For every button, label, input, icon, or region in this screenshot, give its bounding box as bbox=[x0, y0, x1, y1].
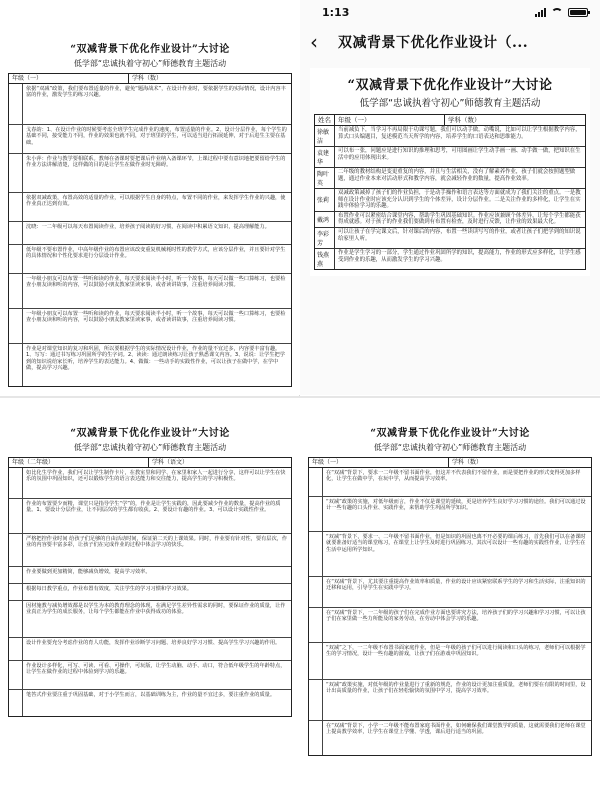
row-marker bbox=[9, 584, 23, 600]
row-text: 一年级小朋友可以布置一些听和读的作业，每天要求阅读半小时，听一个故事，每天可以做一些口算练习，也要检查小朋友读和听的内容，可以鼓励小朋友教家里读家事，或者读讲故事，注重培养阅读习惯。 bbox=[26, 276, 286, 289]
nav-bar bbox=[300, 24, 600, 60]
table-row bbox=[315, 168, 585, 189]
teacher-name: 李彩芳 bbox=[315, 228, 335, 248]
table-row bbox=[9, 125, 291, 154]
row-marker bbox=[9, 274, 23, 308]
table-row bbox=[9, 344, 291, 386]
row-text: 设计作业要充分考虑作业的育人功能，发挥作业诊断学习问题、培养良好学习习惯、提高学生学习兴趣的作用。 bbox=[26, 640, 281, 646]
row-marker bbox=[9, 245, 23, 273]
table-row bbox=[9, 222, 291, 245]
document-page-2 bbox=[0, 398, 300, 794]
table-row bbox=[9, 468, 291, 499]
teacher-name: 钱燕燕 bbox=[315, 249, 335, 269]
opinion-text: 可以布一张，问题应是进行知识的推理和思考，可用图画让学生动手画一画、动手做一做，把知识在生活中的应用体现出来。 bbox=[338, 148, 581, 161]
discussion-table bbox=[8, 73, 292, 387]
battery-icon bbox=[568, 8, 588, 17]
phone-doc-title: “双减背景下优化作业设计”大讨论 bbox=[347, 78, 553, 93]
row-text: 如比化生学作业，我们可以让学生制作卡片，在教室里和同学、在家里和家人一起进行分享，这样可以让学生在快乐的氛围中巩固知识，还可以锻炼学生的语言表达能力和交往能力，提高学生的学习积极性。 bbox=[26, 470, 286, 483]
page-title-3: “双减背景下优化作业设计”大讨论 bbox=[370, 428, 530, 439]
table-row bbox=[9, 584, 291, 601]
row-marker bbox=[9, 601, 23, 637]
opinion-text: 可以让孩子在学完课文后，针对课后的内容，布置一些读读写写的作业，或者让孩子们把学到的知识说给家里人听。 bbox=[338, 228, 581, 242]
row-text: 在“双减”背景下，要求一二年级不留书面作业，但这并不代表我们不留作业，而是要把作业的形式变得更加多样化，让学生在做中学，在玩中学，从而提高学习效率。 bbox=[326, 470, 581, 483]
table-row bbox=[309, 643, 591, 680]
row-text: “双减”背景下，要求一、二年级不留书面作业，但是知识的巩固也离不开必要的课后练习，首先我们可以在备课时就要准备好适当的课堂练习，在课堂上让学生及时进行巩固练习，其次可以设计一些有趣的实践性作业，让学生在生活中运用所学知识。 bbox=[326, 534, 586, 553]
opinion-text: 布置作业可以紧密结合课堂内容，帮助学生巩固基础知识。作业应该兼顾个体差异，让每个学生都能获得成就感。对于孩子的作业我们要做到有布置有检查，及时进行反馈，让作业的效果最大化。 bbox=[338, 212, 581, 226]
document-view[interactable] bbox=[310, 68, 590, 276]
page-title: “双减背景下优化作业设计”大讨论 bbox=[70, 44, 230, 55]
row-text: “双减”政策的实施，对低年级而言，作业不仅是课堂的延续，更是培养学生良好学习习惯的途径。我们可以通过设计一些有趣的口头作业、实践作业，来帮助学生巩固所学知识。 bbox=[326, 499, 586, 512]
row-marker bbox=[9, 468, 23, 498]
clock: 1:13 bbox=[322, 5, 350, 19]
table-header-2 bbox=[9, 458, 291, 468]
row-text: 因材施教与减负增效都是以学生为本的教育理念的体现，在满足学生差异性需求的同时，要保证作业的质量，让作业真正为学生的成长服务，让每个学生都能在作业中获得成功的体验。 bbox=[26, 603, 286, 616]
table-row bbox=[9, 245, 291, 274]
row-marker bbox=[9, 534, 23, 566]
row-text: 低年级不要布置作业，中高年级作业的布置应该改变重复机械耗时性的教学方式，应该分层作业，并且要针对学生的具体情况和个性化要求进行分层设计作业。 bbox=[26, 247, 286, 260]
table-row bbox=[315, 228, 585, 249]
table-row bbox=[9, 154, 291, 193]
phone-doc-subtitle: 低学部“忠诚执着守初心”师德教育主题活动 bbox=[359, 98, 541, 109]
row-marker bbox=[9, 638, 23, 660]
row-marker bbox=[309, 532, 323, 576]
table-row bbox=[315, 126, 585, 147]
teacher-name: 张莉 bbox=[315, 189, 335, 211]
row-text: 一年级小朋友可以布置一些听和读的作业，每天要求阅读半小时，听一个故事，每天可以做一些口算练习，也要检查小朋友读和听的内容，可以鼓励小朋友教家里读家事，或者读讲故事，注重培养阅读习惯。 bbox=[26, 311, 286, 324]
table-header bbox=[9, 74, 291, 84]
row-marker bbox=[9, 344, 23, 386]
teacher-name: 陶叶英 bbox=[315, 168, 335, 188]
table-row bbox=[315, 249, 585, 269]
page-subtitle: 低学部“忠诚执着守初心”师德教育主题活动 bbox=[73, 59, 227, 68]
status-bar bbox=[300, 0, 600, 24]
table-header-3 bbox=[309, 458, 591, 468]
table-row bbox=[309, 680, 591, 721]
opinion-text: 二年级的教材结构是变更重复的内容，并且与生活相关，没有了解素养作业，孩子们就会按照题型做题，通过作业本来对活动形式和教学内容，就会减轻作业的数量，提高作业效率。 bbox=[338, 169, 576, 182]
row-text: 戈春韵：1、在设计作业的时候要考虑全班学生完成作业的速度，布置适量的作业。2、设计分层作业，每个学生的基础不同，接受能力不同，作业的效果也就不同，对于班里的学生，可以适当进行拓展延伸，对于后进生主要在基础。 bbox=[26, 127, 287, 146]
signal-icon bbox=[535, 8, 546, 17]
row-marker bbox=[309, 468, 323, 496]
phone-grade-label: 年级（一） bbox=[335, 115, 445, 125]
table-row bbox=[309, 577, 591, 608]
phone-table-header: 姓名 年级（一） 学科（数） bbox=[315, 115, 585, 126]
row-marker bbox=[9, 193, 23, 221]
grade-label: 年级（一） bbox=[9, 74, 129, 83]
row-text: 作业的布置要少而精，课堂只是指导学生“学”的，作业是让学生实践的，因此要减少作业的数量，提高作业的质量。1、要设计分层作业，让不同层次的学生都有收获。2、要设计有趣的作业。3、可以设计实践性作业。 bbox=[26, 501, 281, 514]
subject-label: 学科（数） bbox=[132, 75, 163, 82]
table-row bbox=[9, 274, 291, 309]
row-text: “双减”之下，一二年级不布置书面家庭作业，但是一年级的孩子们可以进行阅读和口头的练习，老师们可以根据学生的学习情况，设计一些有趣的游戏，让孩子们在游戏中巩固知识。 bbox=[326, 645, 586, 658]
row-marker bbox=[309, 497, 323, 531]
phone-screenshot bbox=[300, 0, 600, 395]
row-text: 在“双减”背景下，尤其要注重提高作业效率和质量，作业的设计应该紧密联系学生的学习和生活实际，注重知识的迁移和运用，引导学生在实践中学习。 bbox=[326, 579, 586, 592]
row-marker bbox=[9, 154, 23, 192]
back-icon[interactable]: ‹ bbox=[310, 30, 318, 54]
row-text: 笔答式作业要注重于巩固基础，对于小学生而言，以基础训练为主，作业的量不宜过多，要注重作业的质量。 bbox=[26, 692, 276, 698]
row-text: 严格把控作业时间 给孩子们足够的自由活动时间，保证第二天的上课效果。同时，作业要有针对性，要有层次，作业的内容要丰富多彩，让孩子们在完成作业的过程中体会学习的快乐。 bbox=[26, 536, 288, 549]
table-row bbox=[309, 468, 591, 497]
table-row bbox=[9, 601, 291, 638]
table-row bbox=[315, 189, 585, 212]
teacher-name: 徐敏洁 bbox=[315, 126, 335, 146]
row-text: 根据每日教学重点，作业布置有效度，关注学生的学习习惯和学习效果。 bbox=[26, 586, 193, 592]
table-row bbox=[9, 661, 291, 690]
table-row bbox=[9, 638, 291, 661]
table-row bbox=[9, 84, 291, 125]
row-marker bbox=[9, 222, 23, 244]
wifi-icon bbox=[551, 8, 563, 17]
document-page-3 bbox=[300, 398, 600, 794]
row-marker bbox=[9, 309, 23, 343]
table-row bbox=[309, 721, 591, 755]
row-text: “双减”政策实施，对低年级的作业量进行了重新的规范，作业的设计更加注重质量，老师们要在有限的时间里，设计出高质量的作业，让孩子们在轻松愉快的氛围中学习，提高学习效率。 bbox=[326, 682, 586, 695]
page-title-2: “双减背景下优化作业设计”大讨论 bbox=[70, 428, 230, 439]
discussion-table-2 bbox=[8, 457, 292, 717]
row-marker bbox=[309, 680, 323, 720]
teacher-name: 戴鸿 bbox=[315, 212, 335, 227]
row-marker bbox=[309, 643, 323, 679]
row-marker bbox=[309, 577, 323, 607]
row-text: 沈晓：一二年级可以每天布置阅读作业，培养孩子阅读的好习惯，在阅读中积累语文知识，提高理解能力。 bbox=[26, 224, 270, 230]
row-text: 在“双减”背景下，小学一二年级不能布置家庭书面作业，如何确保我们课堂教学的质量，这就需要我们老师在课堂上提高教学效率，让学生在课堂上学懂、学透，课后进行适当的巩固。 bbox=[326, 723, 586, 736]
grade-label-3: 年级（一） bbox=[309, 458, 449, 467]
teacher-name: 袁建华 bbox=[315, 147, 335, 167]
table-row bbox=[315, 212, 585, 228]
row-text: 作业是对课堂知识的复习和巩固，所以要根据学生的实际情况设计作业，作业的量不宜过多，内容要丰富有趣。1、写写：通过书写练习巩固所学的生字词。2、读读：通过朗读练习让孩子熟悉课文内容。3、说说：让学生把学到的知识说给家长听，培养学生的表达能力。4、做做：一些动手的实践性作业，可以让孩子在做中学，在学中做，提高学习兴趣。 bbox=[26, 346, 285, 372]
row-marker bbox=[9, 499, 23, 533]
row-marker bbox=[9, 84, 23, 124]
discussion-table-3 bbox=[308, 457, 592, 756]
opinion-text: 双减政策减掉了孩子们的作业负担，于是动手操作和语言表达等方面就成为了我们关注的重点。一是教师在设计作业时应该充分认识到学生的个体差异，设计分层作业。二是关注作业的多样化，让学生在实践中体验学习的乐趣。 bbox=[338, 190, 581, 210]
table-row bbox=[9, 690, 291, 716]
row-text: 朱小萍：作业与教学要相联系。教师在备课时要把课后作业纳入备课环节，上课过程中要有意识地把要留给学生的作业方法讲解清楚，这样做的目的是让学生在做作业时无障碍。 bbox=[26, 156, 286, 169]
row-text: 依据双减政策，布置高效的适量的作业，可以根据学生自身的特点，布置不同的作业，来发挥学生作业的兴趣，使作业真正达到有效。 bbox=[26, 195, 286, 208]
table-row bbox=[9, 193, 291, 222]
row-marker bbox=[9, 661, 23, 689]
page-subtitle-3: 低学部“忠诚执着守初心”师德教育主题活动 bbox=[373, 443, 527, 452]
table-row bbox=[309, 532, 591, 577]
table-row bbox=[9, 534, 291, 567]
row-text: 在“双减”背景下，一二年级的孩子们在完成作业方面也要讲究方法，培养孩子们的学习兴趣和学习习惯，可以让孩子们在家里做一些力所能及的家务劳动，在劳动中体会学习的乐趣。 bbox=[326, 610, 586, 623]
subject-label-2: 学科（语文） bbox=[152, 459, 189, 466]
document-page-1 bbox=[0, 0, 300, 395]
grade-label-2: 年级（二年级） bbox=[9, 458, 149, 467]
table-row bbox=[315, 147, 585, 168]
opinion-text: 当前减负下，当学习不再局限于功课写题，我们可以动手做，动嘴说，比如可以让学生根据教学内容，算式口头编题目，复述模范当天所学的内容，培养学生的口语表达和思维能力。 bbox=[338, 127, 581, 140]
table-row bbox=[9, 499, 291, 534]
row-text: 作业要做到更加精简，能够减负增效，提高学习效率。 bbox=[26, 569, 151, 575]
phone-discussion-table bbox=[314, 114, 586, 270]
table-row bbox=[9, 567, 291, 584]
row-marker bbox=[309, 721, 323, 755]
row-marker bbox=[9, 567, 23, 583]
row-marker bbox=[309, 608, 323, 642]
row-text: 作业设计多样化，可写、可读、可看、可操作，可玩版，让学生动脑、动手、动口，符合低年级学生的年龄特点，让学生在做作业的过程中体验到学习的乐趣。 bbox=[26, 663, 286, 676]
table-row bbox=[309, 497, 591, 532]
row-text: 依据“双减”政策，我们要布置适量的作业，避免“题海战术”，在设计作业时，要依据学生的实际情况，设计内容丰富的作业，激发学生的练习兴趣。 bbox=[26, 86, 286, 99]
phone-subject-label: 学科（数） bbox=[448, 116, 481, 124]
opinion-text: 作业是学生学习的一部分，学生通过作业巩固所学的知识，提高能力，作业的形式应多样化，让学生感受到作业的乐趣，从而激发学生的学习兴趣。 bbox=[338, 249, 581, 263]
subject-label-3: 学科（数） bbox=[452, 459, 483, 466]
page-subtitle-2: 低学部“忠诚执着守初心”师德教育主题活动 bbox=[73, 443, 227, 452]
table-row bbox=[9, 309, 291, 344]
nav-title: 双减背景下优化作业设计（... bbox=[338, 35, 529, 51]
row-marker bbox=[9, 690, 23, 716]
table-row bbox=[309, 608, 591, 643]
row-marker bbox=[9, 125, 23, 153]
